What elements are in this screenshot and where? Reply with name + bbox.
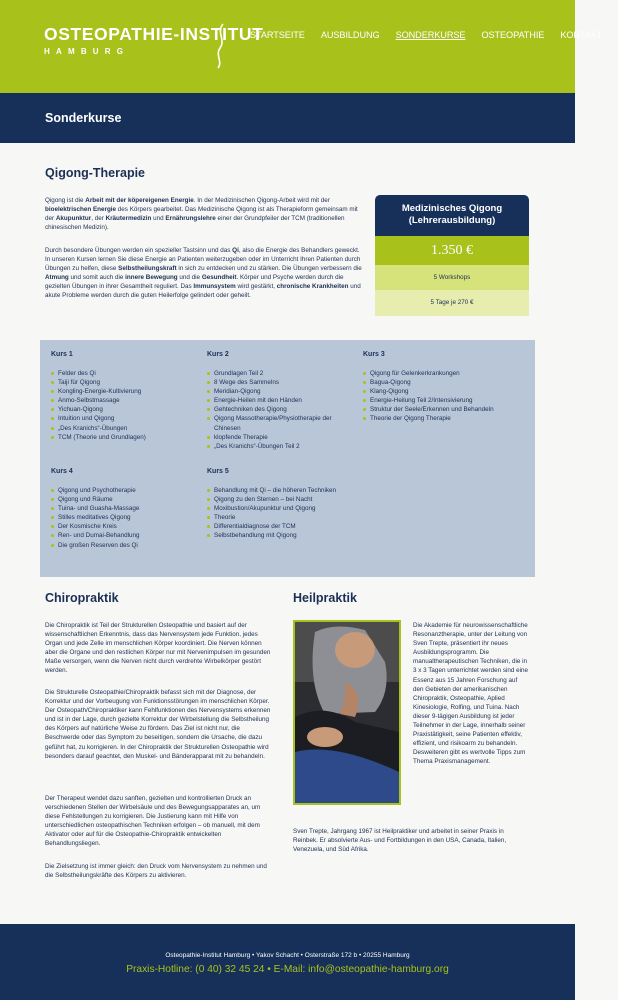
course-item: Moxibustion/Akupunktur und Qigong [207, 504, 367, 513]
course-item: Taiji für Qigong [51, 378, 201, 387]
course-item: Der Kosmische Kreis [51, 522, 201, 531]
price-box-title-line2: (Lehrerausbildung) [408, 215, 496, 226]
course-title: Kurs 1 [51, 351, 73, 358]
course-item: Anmo-Selbstmassage [51, 396, 201, 405]
chiro-paragraph-4: Die Zielsetzung ist immer gleich: den Druck vom Nervensystem zu nehmen und die Selbstheilungskräfte des Körpers zu aktivieren. [45, 863, 267, 880]
course-item: Theorie [207, 513, 367, 522]
course-item: Felder des Qi [51, 369, 201, 378]
course-list [207, 369, 357, 451]
header-bar [0, 0, 603, 93]
course-title: Kurs 4 [51, 468, 73, 475]
logo-swoosh-icon [214, 22, 228, 70]
course-item: 8 Wege des Sammelns [207, 378, 357, 387]
chiro-paragraph-1: Die Chiropraktik ist Teil der Strukturellen Osteopathie und basiert auf der wissenschaftlichen Erkenntnis, dass das Nervensystem jede Funktion, jedes Organ und jede Zelle im menschlichen Körper koordiniert. Die Nerven können aber die Organe und den restlichen Körper nur mit Nervenimpulsen im gesunden Maße versorgen, wenn die Nerven nicht durch verdrehte Wirbelkörper gestört werden. [45, 622, 271, 675]
course-item: Differentialdiagnose der TCM [207, 522, 367, 531]
chiro-paragraph-3: Der Therapeut wendet dazu sanften, gezielten und kontrollierten Druck an verschiedenen Stellen der Wirbelsäule und des Bewegungsapparates an, um diese Fehlstellungen zu korrigieren. Die Justierung kann mit Hilfe von unterschiedlichen osteopathischen Techniken erfolgen – ob manuell, mit dem Aktivator oder auf für die Osteopathie-Chiropraktik entwickelten Behandlungsliegen. [45, 795, 261, 848]
therapy-photo-image [295, 622, 399, 803]
course-list [51, 369, 201, 442]
qigong-paragraph-1: Qigong ist die Arbeit mit der köpereigenen Energie. In der Medizinischen Qigong-Arbeit wird mit der bioelektrischen Energie des Körpers gearbeitet. Das Medizinische Qigong ist als Therapieform gemeinsam mit der Akupunktur, der Kräutermedizin und Ernährungslehre einer der Grundpfeiler der TCM (traditionellen chinesischen Medizin). [45, 197, 358, 232]
nav-startseite[interactable]: STARTSEITE [250, 30, 305, 40]
emphasis-text: Ernährungslehre [165, 215, 216, 223]
course-list [207, 486, 367, 541]
heil-bottom-text: Sven Trepte, Jahrgang 1967 ist Heilpraktiker und arbeitet in seiner Praxis in Reinbek. Er absolvierte Aus- und Fortbildungen in den USA, Canada, Italien, Venezuela, und Süd Afrika. [293, 828, 507, 854]
course-item: Grundlagen Teil 2 [207, 369, 357, 378]
nav-ausbildung[interactable]: AUSBILDUNG [320, 30, 380, 40]
course-list [51, 486, 201, 550]
course-item: klopfende Therapie [207, 433, 357, 442]
emphasis-text: Arbeit mit der köpereigenen Energie [85, 197, 194, 204]
price-box [375, 195, 529, 316]
course-item: „Des Kranichs“-Übungen Teil 2 [207, 442, 357, 451]
price-value: 1.350 € [375, 236, 529, 265]
footer-hotline[interactable]: Praxis-Hotline: (0 40) 32 45 24 • E-Mail: info@osteopathie-hamburg.org [126, 964, 449, 975]
price-workshops: 5 Workshops [375, 265, 529, 290]
course-4 [51, 468, 201, 550]
qigong-paragraph-2: Durch besondere Übungen werden ein spezieller Tastsinn und das Qi, also die Energie des Behandlers geweckt. In unseren Kursen lernen Sie diese Energie an Patienten weiterzugeben oder im Unterricht Ihren Patienten durch Übungen zu helfen, diese Selbstheilungskraft in sich zu entdecken und zu stärken. Die Übungen verbessern die Atmung und somit auch die innere Bewegung und die Gesundheit. Körper und Psyche werden durch die gezielten Übungen in ihrer Gesamtheit reguliert. Das Immunsystem wird gestärkt, chronische Krankheiten und akute Probleme werden durch die guten Heilerfolge gelindert oder geheilt. [45, 247, 362, 300]
course-item: Tuina- und Guasha-Massage [51, 504, 201, 513]
chiro-heading: Chiropraktik [45, 591, 119, 605]
course-item: Intuition und Qigong [51, 414, 201, 423]
course-item: Qigong für Gelenkerkrankungen [363, 369, 533, 378]
course-item: Qigong Massotherapie/Physiotherapie der Chinesen [207, 414, 357, 432]
chiro-paragraph-2: Die Strukturelle Osteopathie/Chiropraktik befasst sich mit der Diagnose, der Korrektur und der Vorbeugung von Funktionsstörungen im menschlichen Körper. Der Osteopath/Chiropraktiker kann Fehlfunktionen des Nervensystems erkennen und ist in der Lage, durch gezielte Korrektur der Wirbelstellung die Selbstheilung des Körpers auf natürliche Weise zu fördern. Das Ziel ist nicht nur, die Beschwerde oder das Symptom zu beseitigen, sondern die Ursache, die dazu geführt hat, zu korrigieren. In der Chiropraktik der Strukturellen Osteopathie wird besonders darauf geachtet, den Muskel- und Bänderapparat mit zu behandeln. [45, 689, 271, 760]
qigong-heading: Qigong-Therapie [45, 166, 145, 180]
course-item: Behandlung mit Qi – die höheren Techniken [207, 486, 367, 495]
nav-osteopathie[interactable]: OSTEOPATHIE [481, 30, 545, 40]
course-1 [51, 351, 201, 442]
course-item: Energie-Heilung Teil 2/Intensivierung [363, 396, 533, 405]
course-item: Meridian-Qigong [207, 387, 357, 396]
course-item: Qigong und Psychotherapie [51, 486, 201, 495]
course-item: „Des Kranichs“-Übungen [51, 424, 201, 433]
page-banner [0, 93, 575, 143]
logo-subtitle: HAMBURG [44, 47, 130, 56]
emphasis-text: Akupunktur [55, 215, 92, 223]
emphasis-text: Qi [232, 247, 239, 254]
price-days: 5 Tage je 270 € [375, 290, 529, 316]
course-item: Ren- und Dumai-Behandlung [51, 531, 201, 540]
course-item: Stilles meditatives Qigong [51, 513, 201, 522]
course-list [363, 369, 533, 424]
price-box-title-line1: Medizinisches Qigong [401, 203, 503, 214]
course-item: Qigong zu den Sternen – bei Nacht [207, 495, 367, 504]
course-item: Klang-Qigong [363, 387, 533, 396]
course-title: Kurs 3 [363, 351, 385, 358]
course-item: Kongling-Energie-Kultivierung [51, 387, 201, 396]
therapy-photo [293, 620, 401, 805]
course-title: Kurs 2 [207, 351, 229, 358]
logo-title: OSTEOPATHIE-INSTITUT [44, 24, 264, 44]
course-item: Bagua-Qigong [363, 378, 533, 387]
course-item: TCM (Theorie und Grundlagen) [51, 433, 201, 442]
price-box-title [375, 195, 529, 236]
course-item: Energie-Heilen mit den Händen [207, 396, 357, 405]
course-item: Selbstbehandlung mit Qigong [207, 531, 367, 540]
emphasis-text: Kräutermedizin [105, 215, 152, 223]
emphasis-text: innere Bewegung [125, 274, 178, 282]
emphasis-text: chronische Krankheiten [276, 283, 349, 291]
footer-address: Osteopathie-Institut Hamburg • Yakov Schacht • Osterstraße 172 b • 20255 Hamburg [165, 952, 410, 959]
course-item: Theorie der Qigong Therapie [363, 414, 533, 423]
course-2 [207, 351, 357, 451]
footer [0, 924, 575, 1000]
course-item: Struktur der Seele/Erkennen und Behandeln [363, 405, 533, 414]
site-logo[interactable] [44, 24, 263, 56]
nav-sonderkurse[interactable]: SONDERKURSE [395, 30, 466, 40]
course-item: Die großen Reserven des Qi [51, 541, 201, 550]
emphasis-text: Gesundheit [201, 274, 237, 282]
course-item: Gehtechniken des Qigong [207, 405, 357, 414]
page-title: Sonderkurse [45, 111, 122, 125]
course-5 [207, 468, 367, 541]
emphasis-text: Selbstheilungskraft [118, 265, 177, 273]
emphasis-text: Immunsystem [193, 283, 236, 291]
nav-kontakt[interactable]: KONTAKT [560, 30, 603, 40]
course-item: Qigong und Räume [51, 495, 201, 504]
course-item: Yichuan-Qigong [51, 405, 201, 414]
emphasis-text: Atmung [45, 274, 69, 282]
course-3 [363, 351, 533, 424]
heil-heading: Heilpraktik [293, 591, 357, 605]
courses-panel [40, 340, 535, 577]
heil-side-text: Die Akademie für neurowissenschaftliche Resonanztherapie, unter der Leitung von Sven Trepte, präsentiert ihr neues Ausbildungsprogramm. Die manualtherapeutischen Techniken, die in 3 x 3 Tagen unterrichtet werden sind eine Essenz aus 15 Jahren Forschung auf den Gebieten der amerikanischen Chiropraktik, Osteopathie, Aplied Kinesiologie, Rolfing, und Tuina. Nach dieser 9-tägigen Ausbildung ist jeder Teilnehmer in der Lage, innerhalb seiner Praxistätigkeit, seine Patienten effektiv, effizient, und risikoarm zu behandeln. Desweiteren gibt es wertvolle Tipps zum Thema Praxismanagement. [413, 622, 529, 766]
course-title: Kurs 5 [207, 468, 229, 475]
main-nav [250, 30, 618, 40]
emphasis-text: bioelektrischen Energie [45, 206, 117, 214]
